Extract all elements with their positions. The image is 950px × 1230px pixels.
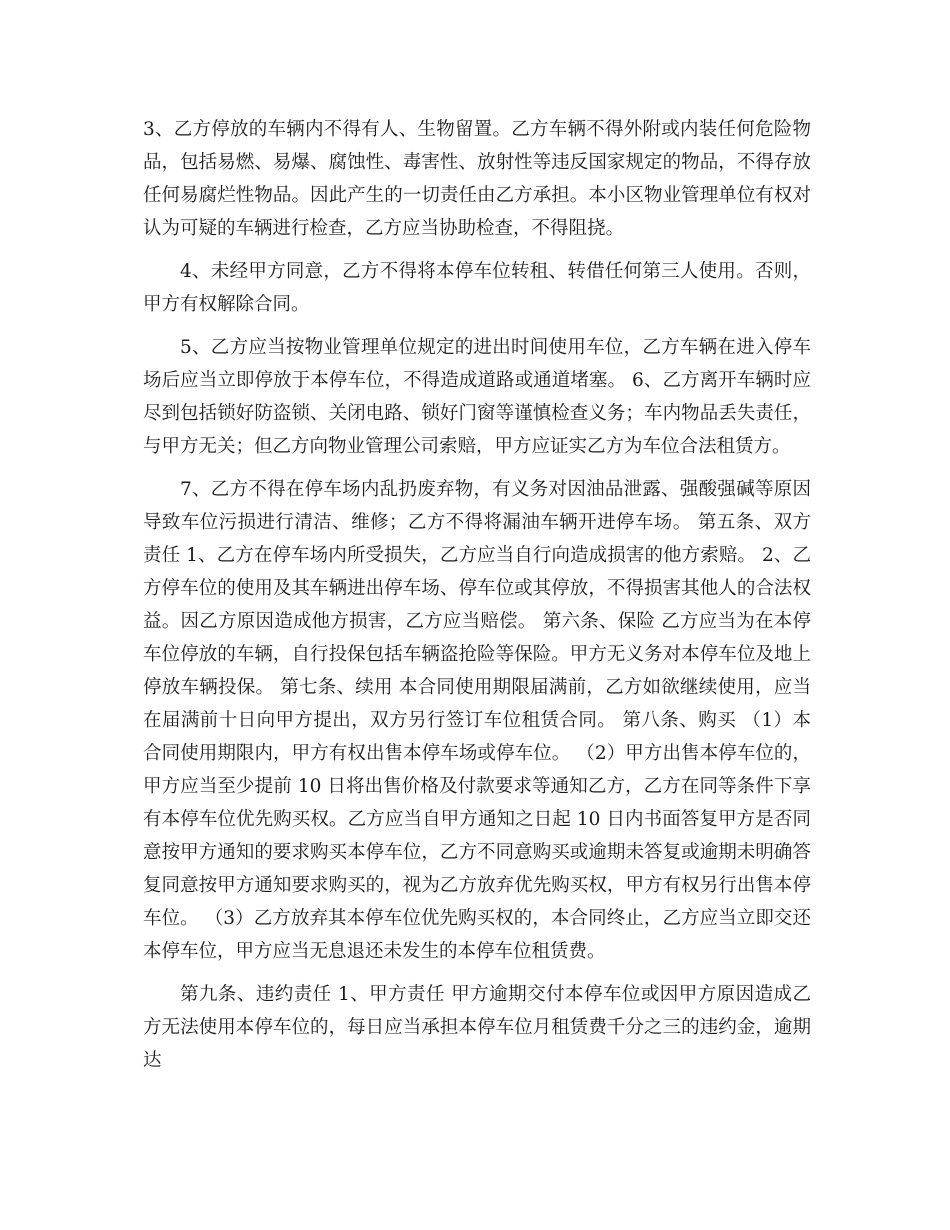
document-body [143,113,811,1087]
paragraph-clause-4: 4、未经甲方同意，乙方不得将本停车位转租、转借任何第三人使用。否则，甲方有权解除合同。 [143,261,811,315]
paragraph-clause-3: 3、乙方停放的车辆内不得有人、生物留置。乙方车辆不得外附或内装任何危险物品，包括易燃、易爆、腐蚀性、毒害性、放射性等违反国家规定的物品，不得存放任何易腐烂性物品。因此产生的一切责任由乙方承担。本小区物业管理单位有权对认为可疑的车辆进行检查，乙方应当协助检查，不得阻挠。 [143,119,811,239]
paragraph-clause-5-6: 5、乙方应当按物业管理单位规定的进出时间使用车位，乙方车辆在进入停车场后应当立即停放于本停车位，不得造成道路或通道堵塞。 6、乙方离开车辆时应尽到包括锁好防盗锁、关闭电路、锁好门窗等谨慎检查义务；车内物品丢失责任，与甲方无关；但乙方向物业管理公司索赔，甲方应证实乙方为车位合法租赁方。 [143,337,811,457]
paragraph-article-9: 第九条、违约责任 1、甲方责任 甲方逾期交付本停车位或因甲方原因造成乙方无法使用本停车位的，每日应当承担本停车位月租赁费千分之三的违约金，逾期达 [143,984,811,1071]
paragraph-clause-7-to-article-8: 7、乙方不得在停车场内乱扔废弃物，有义务对因油品泄露、强酸强碱等原因导致车位污损进行清洁、维修；乙方不得将漏油车辆开进停车场。 第五条、双方责任 1、乙方在停车场内所受损失，乙方应当自行向造成损害的他方索赔。 2、乙方停车位的使用及其车辆进出停车场、停车位或其停放，不得损害其他人的合法权益。因乙方原因造成他方损害，乙方应当赔偿。 第六条、保险 乙方应当为在本停车位停放的车辆，自行投保包括车辆盗抢险等保险。甲方无义务对本停车位及地上停放车辆投保。 第七条、续用 本合同使用期限届满前，乙方如欲继续使用，应当在届满前十日向甲方提出，双方另行签订车位租赁合同。 第八条、购买 （1）本合同使用期限内，甲方有权出售本停车场或停车位。 （2）甲方出售本停车位的，甲方应当至少提前 10 日将出售价格及付款要求等通知乙方，乙方在同等条件下享有本停车位优先购买权。乙方应当自甲方通知之日起 10 日内书面答复甲方是否同意按甲方通知的要求购买本停车位，乙方不同意购买或逾期未答复或逾期未明确答复同意按甲方通知要求购买的，视为乙方放弃优先购买权，甲方有权另行出售本停车位。 （3）乙方放弃其本停车位优先购买权的，本合同终止，乙方应当立即交还本停车位，甲方应当无息退还未发生的本停车位租赁费。 [143,479,811,962]
